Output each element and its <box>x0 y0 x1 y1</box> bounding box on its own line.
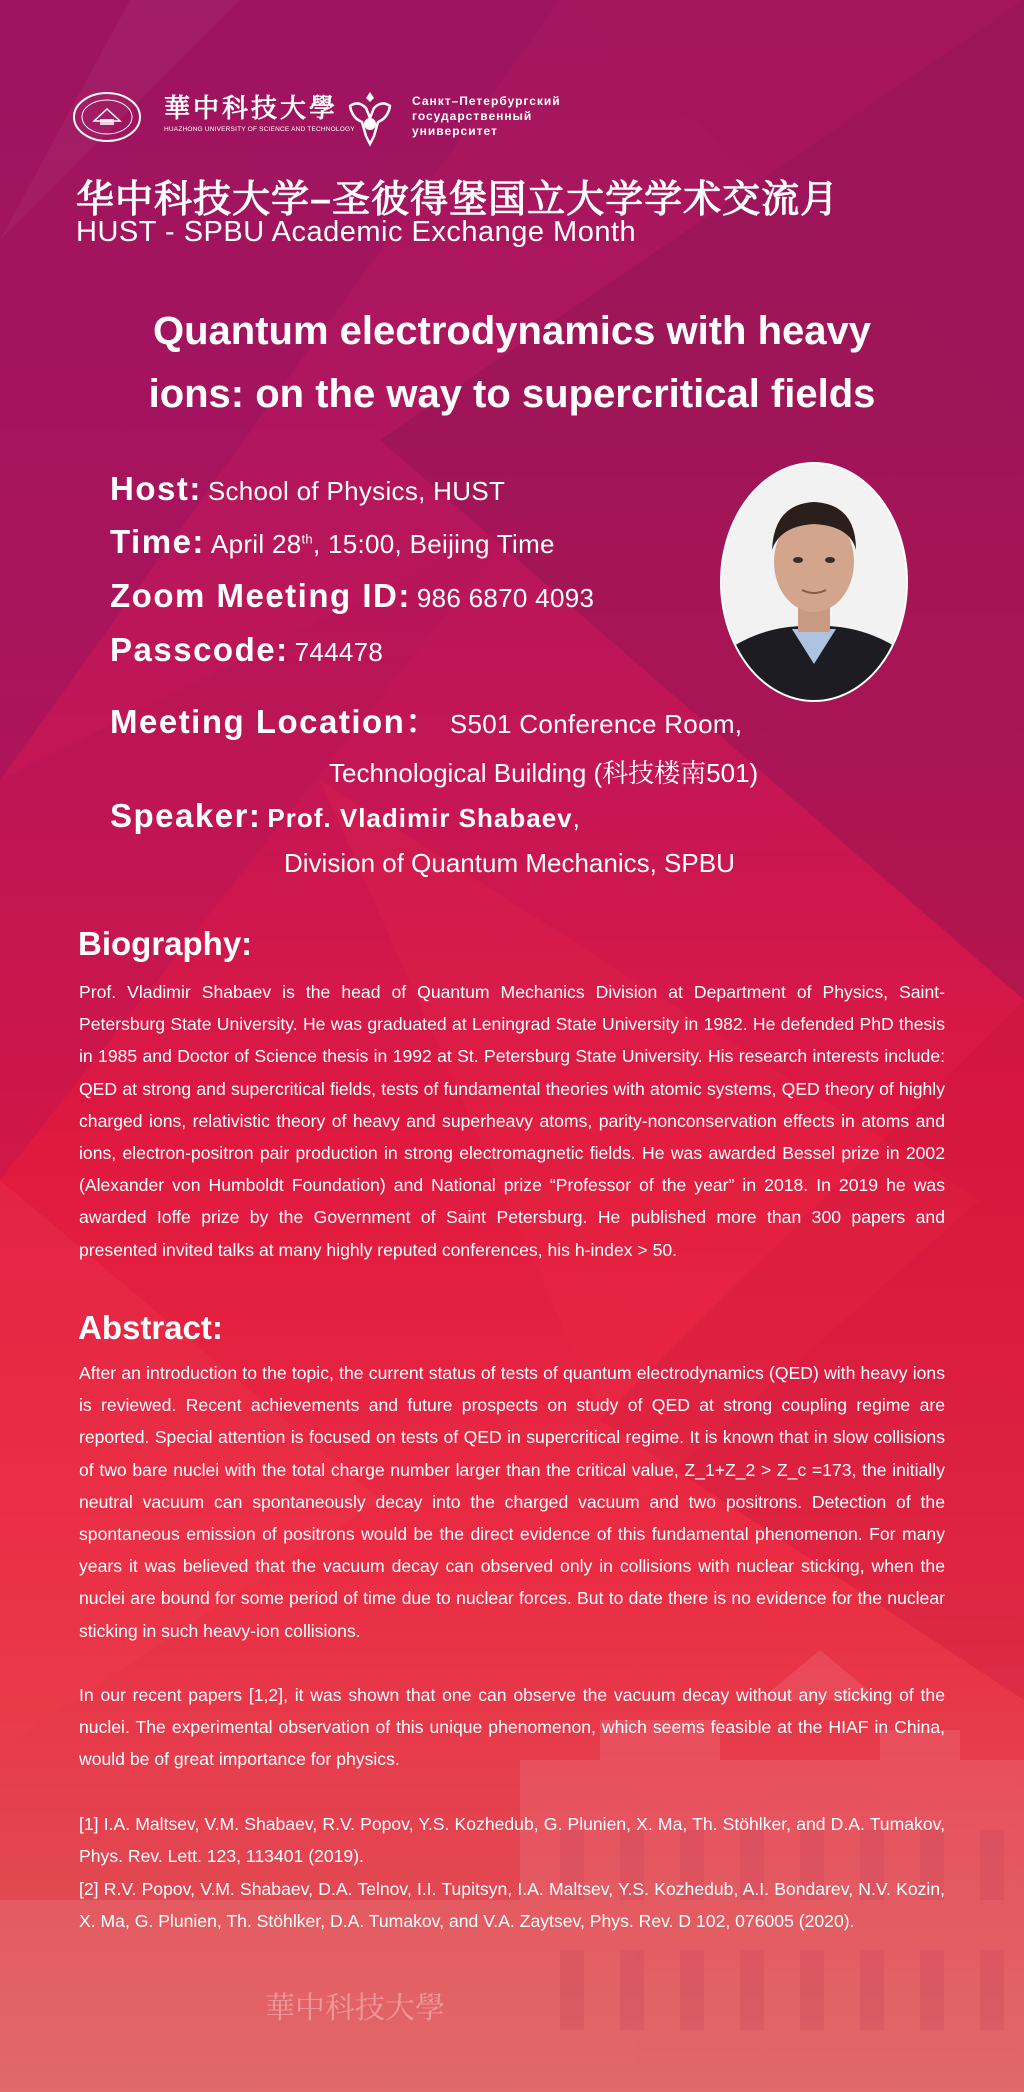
time-rest: , 15:00, Beijing Time <box>312 529 555 559</box>
biography-text: Prof. Vladimir Shabaev is the head of Quantum Mechanics Division at Department of Physics, Saint-Petersburg State University. He was graduated at Leningrad State University in 1982. He defended PhD thesis in 1985 and Doctor of Science thesis in 1992 at St. Petersburg State University. His research interests include: QED at strong and supercritical fields, tests of fundamental theories with atomic systems, QED theory of highly charged ions, relativistic theory of heavy and superheavy atoms, parity-nonconservation effects in atoms and ions, electron-positron pair production in strong electromagnetic fields. He was awarded Bessel prize in 2002 (Alexander von Humboldt Foundation) and National prize “Professor of the year” in 2018. In 2019 he was awarded Ioffe prize by the Government of Saint Petersburg. He published more than 300 papers and presented invited talks at many highly reputed conferences, his h-index > 50. <box>79 982 945 1260</box>
time-suffix: th <box>301 531 313 547</box>
host-label: Host: <box>110 470 202 507</box>
spbu-emblem-icon <box>344 88 396 148</box>
reference-1: [1] I.A. Maltsev, V.M. Shabaev, R.V. Popov, Y.S. Kozhedub, G. Plunien, X. Ma, Th. Stöhlker, and D.A. Tumakov, Phys. Rev. Lett. 123, 113401 (2019). <box>79 1814 945 1867</box>
zoom-row <box>110 577 594 615</box>
biography-heading: Biography: <box>78 925 253 962</box>
location-line1: S501 Conference Room, <box>449 709 743 739</box>
time-value <box>211 529 555 559</box>
spbu-line: Санкт–Петербургский <box>412 94 561 108</box>
hust-name-cn: 華中科技大學 <box>164 94 339 124</box>
hust-wordmark <box>164 94 355 133</box>
passcode-label: Passcode: <box>110 631 289 668</box>
spbu-wordmark <box>412 94 561 139</box>
reference-2: [2] R.V. Popov, V.M. Shabaev, D.A. Telnov, I.I. Tupitsyn, I.A. Maltsev, Y.S. Kozhedub, A.I. Bondarev, N.V. Kozin, X. Ma, G. Plunien, Th. Stöhlker, D.A. Tumakov, and V.A. Zaytsev, Phys. Rev. D 102, 076005 (2020). <box>79 1879 945 1932</box>
speaker-row <box>110 797 580 835</box>
passcode-value: 744478 <box>294 637 384 667</box>
talk-title-line: ions: on the way to supercritical fields <box>148 372 876 416</box>
zoom-label: Zoom Meeting ID: <box>110 577 411 614</box>
time-date: April 28 <box>210 529 302 559</box>
time-row <box>110 523 555 561</box>
speaker-name: Prof. Vladimir Shabaev <box>267 803 573 833</box>
event-title-cn: 华中科技大学–圣彼得堡国立大学学术交流月 <box>76 179 840 221</box>
abstract-paragraph-2: In our recent papers [1,2], it was shown that one can observe the vacuum decay without any sticking of the nuclei. The experimental observation of this unique phenomenon, which seems feasible at the HIAF in China, would be of great importance for physics. <box>79 1685 945 1770</box>
speaker-label: Speaker: <box>110 797 262 834</box>
location-line2: Technological Building (科技楼南501) <box>329 758 759 788</box>
stone-inscription: 華中科技大學 <box>265 1991 445 2026</box>
speaker-photo <box>720 462 908 702</box>
talk-title <box>60 300 964 426</box>
hust-name-en: HUAZHONG UNIVERSITY OF SCIENCE AND TECHNOLOGY <box>164 126 355 133</box>
zoom-id-value: 986 6870 4093 <box>416 583 595 613</box>
spbu-line: государственный <box>412 109 533 123</box>
passcode-row <box>110 631 383 669</box>
speaker-portrait-image <box>722 464 906 700</box>
host-row <box>110 470 505 508</box>
speaker-comma: , <box>572 803 580 833</box>
talk-title-line: Quantum electrodynamics with heavy <box>153 309 871 353</box>
host-value: School of Physics, HUST <box>207 476 506 506</box>
abstract-heading: Abstract: <box>78 1309 223 1346</box>
hust-seal-logo <box>72 91 142 143</box>
location-row <box>110 696 742 743</box>
event-title-en: HUST - SPBU Academic Exchange Month <box>76 216 637 248</box>
time-label: Time: <box>110 523 205 560</box>
abstract-paragraph-1: After an introduction to the topic, the current status of tests of quantum electrodynamics (QED) with heavy ions is reviewed. Recent achievements and future prospects on study of QED at strong coupling regime are reported. Special attention is focused on tests of QED in supercritical regime. It is known that in slow collisions of two bare nuclei with the total charge number larger than the critical value, Z_1+Z_2 > Z_c =173, the initially neutral vacuum can spontaneously decay into the charged vacuum and two positrons. Detection of the spontaneous emission of positrons would be the direct evidence of this fundamental phenomenon. For many years it was believed that the vacuum decay can observed only in collisions with nuclear sticking, when the nuclei are bound for some period of time due to nuclear forces. But to date there is no evidence for the nuclear sticking in such heavy-ion collisions. <box>79 1363 945 1641</box>
location-label: Meeting Location： <box>110 703 440 740</box>
spbu-line: университет <box>412 124 498 138</box>
speaker-affiliation: Division of Quantum Mechanics, SPBU <box>284 848 735 878</box>
